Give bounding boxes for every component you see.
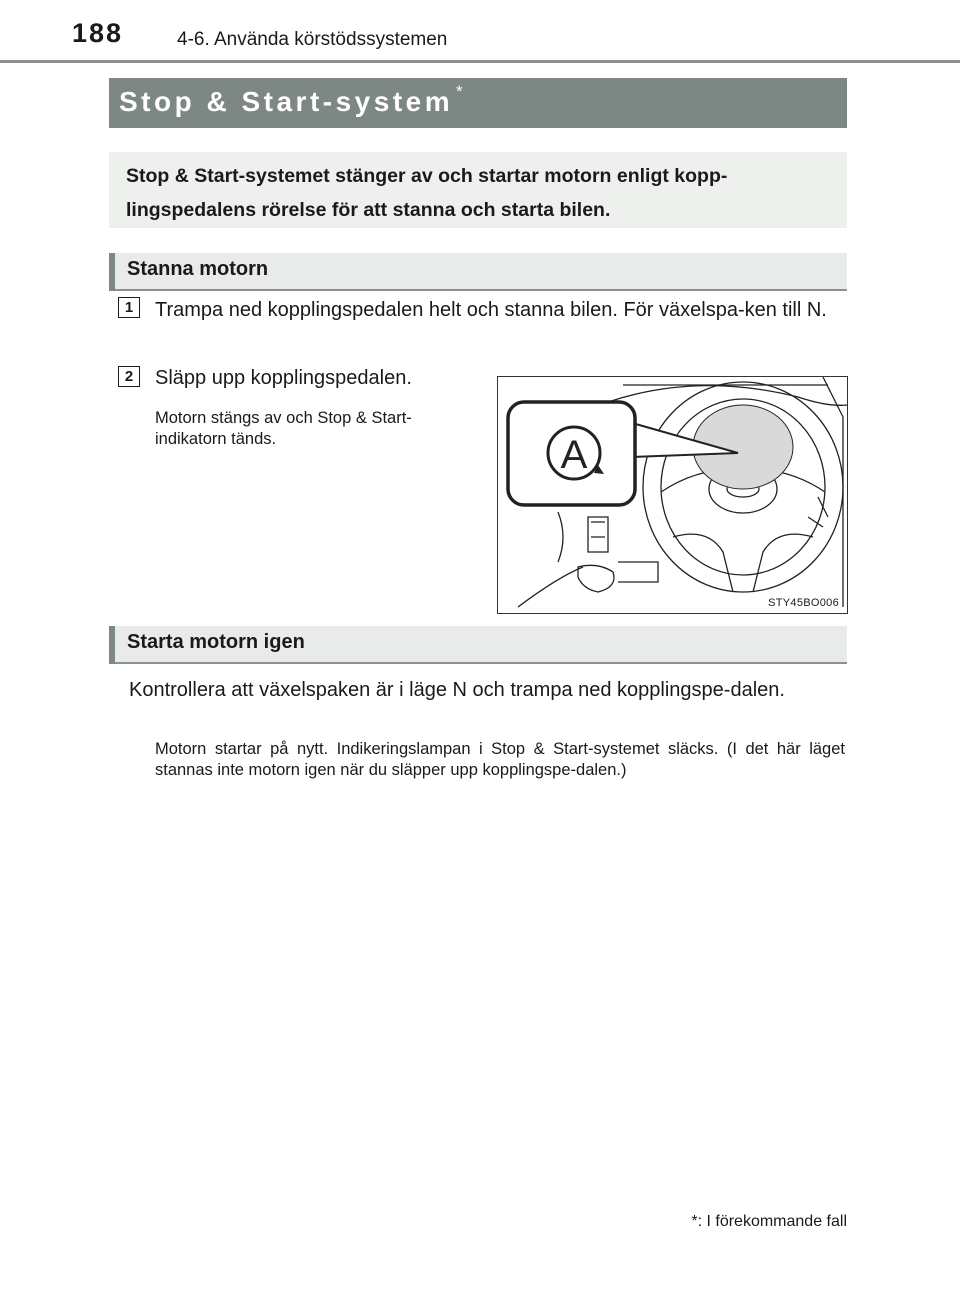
running-head: 4-6. Använda körstödssystemen	[177, 29, 448, 50]
steering-wheel-illustration	[498, 377, 847, 613]
section-heading-label: Stanna motorn	[127, 258, 269, 280]
step-2-note: Motorn stängs av och Stop & Start-indikatorn tänds.	[155, 409, 412, 448]
page-number: 188	[72, 18, 124, 48]
header-rule	[0, 60, 960, 63]
section-heading-restart	[109, 626, 847, 664]
step-2-text: Släpp upp kopplingspedalen.	[155, 367, 412, 389]
step-1-badge: 1	[118, 297, 140, 318]
title-footnote-star: *	[456, 82, 463, 101]
figure-code: STY45BO006	[768, 597, 839, 609]
section-heading-stop	[109, 253, 847, 291]
footnote	[691, 1213, 847, 1231]
footnote-star: *	[691, 1213, 698, 1230]
step-2-badge: 2	[118, 366, 140, 387]
intro-text: Stop & Start-systemet stänger av och startar motorn enligt kopp-lingspedalens rörelse för att stanna och starta bilen.	[126, 165, 728, 221]
step-1-text: Trampa ned kopplingspedalen helt och stanna bilen. För växelspa-ken till N.	[155, 299, 827, 321]
steering-wheel-figure	[497, 376, 848, 614]
page-title: Stop & Start-system	[119, 86, 454, 117]
footnote-text: : I förekommande fall	[697, 1213, 847, 1230]
title-bar	[109, 78, 847, 128]
section-heading-label: Starta motorn igen	[127, 631, 305, 653]
section-accent-bar	[109, 253, 115, 291]
restart-note: Motorn startar på nytt. Indikeringslampan i Stop & Start-systemet släcks. (I det här läget stannas inte motorn igen när du släpper upp kopplingspe-dalen.)	[155, 740, 845, 779]
callout-letter-a: A	[560, 433, 588, 477]
section-accent-bar	[109, 626, 115, 664]
intro-box	[109, 152, 847, 228]
restart-text: Kontrollera att växelspaken är i läge N och trampa ned kopplingspe-dalen.	[129, 679, 785, 701]
